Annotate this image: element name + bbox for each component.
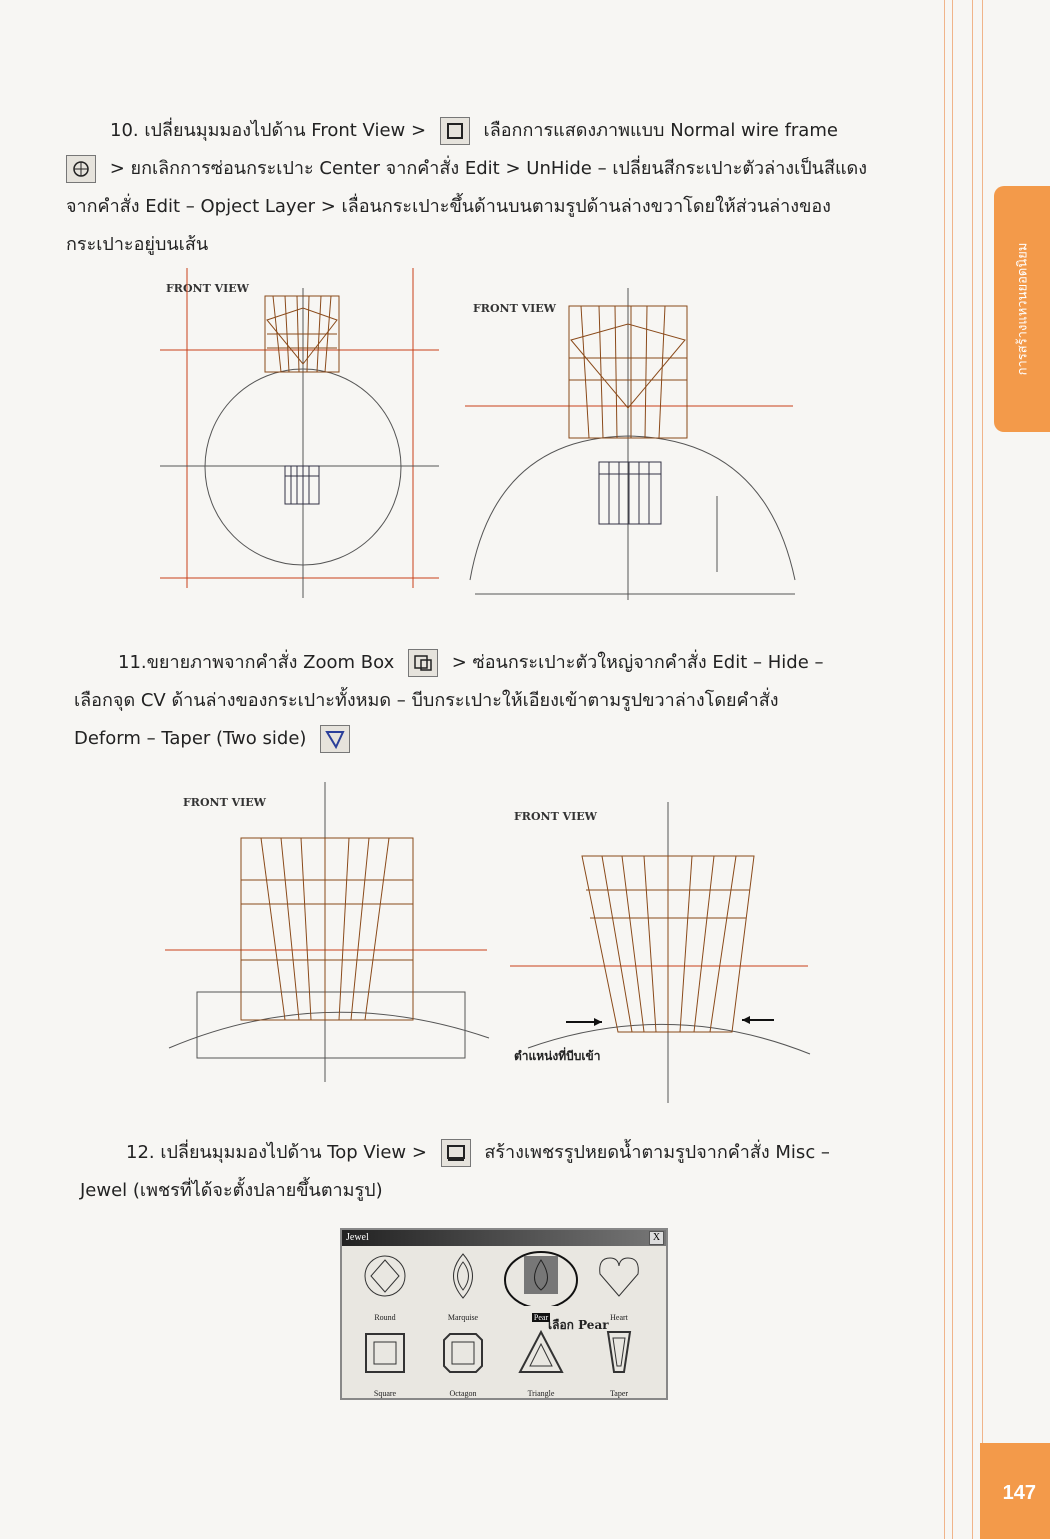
margin-line: [982, 0, 983, 1539]
zoom-box-button[interactable]: [408, 649, 438, 677]
top-view-button[interactable]: [441, 1139, 471, 1167]
jewel-marquise[interactable]: Marquise: [424, 1250, 502, 1326]
jewel-square[interactable]: Square: [346, 1326, 424, 1402]
step-10-line-3: จากคำสั่ง Edit – Opject Layer > เลื่อนกระเปาะขึ้นด้านบนตามรูปด้านล่างขวาโดยให้ส่วนล่างของ: [66, 196, 831, 217]
chapter-tab-text: การสร้างแหวนยอดนิยม: [1015, 242, 1031, 376]
close-icon[interactable]: X: [649, 1231, 664, 1245]
front-view-button[interactable]: [440, 117, 470, 145]
step-11-figure-right: [510, 798, 815, 1103]
chapter-tab: [994, 186, 1050, 432]
step-11-line-3: Deform – Taper (Two side): [74, 728, 307, 749]
step-11-line-1: 11.ขยายภาพจากคำสั่ง Zoom Box: [118, 652, 395, 673]
step-12-line-2: Jewel (เพชรที่ได้จะตั้งปลายขึ้นตามรูป): [80, 1180, 383, 1201]
jewel-dialog: [340, 1228, 668, 1400]
view-label: FRONT VIEW: [183, 796, 267, 809]
jewel-dialog-title: Jewel X: [342, 1230, 666, 1246]
jewel-heart[interactable]: Heart: [580, 1250, 658, 1326]
step-12-text: [80, 1134, 910, 1210]
jewel-pear[interactable]: Pear: [502, 1250, 580, 1326]
step-10-text: [66, 112, 896, 264]
step-10-figure-left: [155, 268, 450, 598]
jewel-triangle[interactable]: Triangle: [502, 1326, 580, 1402]
margin-line: [944, 0, 945, 1539]
step-11-text: [74, 644, 904, 758]
step-11-line-2: เลือกจุด CV ด้านล่างของกระเปาะทั้งหมด – บีบกระเปาะให้เอียงเข้าตามรูปขวาล่างโดยคำสั่ง: [74, 690, 779, 711]
jewel-round[interactable]: Round: [346, 1250, 424, 1326]
step-11-figure-left: [165, 782, 495, 1082]
step-11-line-1b: > ซ่อนกระเปาะตัวใหญ่จากคำสั่ง Edit – Hide –: [451, 652, 824, 673]
step-12-line-1b: สร้างเพชรรูปหยดน้ำตามรูปจากคำสั่ง Misc –: [484, 1142, 830, 1163]
margin-line: [972, 0, 973, 1539]
view-label: FRONT VIEW: [473, 302, 557, 315]
jewel-octagon[interactable]: Octagon: [424, 1326, 502, 1402]
jewel-taper[interactable]: Taper: [580, 1326, 658, 1402]
margin-line: [952, 0, 953, 1539]
view-label: FRONT VIEW: [514, 810, 598, 823]
step-10-line-4: กระเปาะอยู่บนเส้น: [66, 234, 209, 255]
step-10-line-2: > ยกเลิกการซ่อนกระเปาะ Center จากคำสั่ง Edit > UnHide – เปลี่ยนสีกระเปาะตัวล่างเป็นสีแดง: [109, 158, 868, 179]
view-label: FRONT VIEW: [166, 282, 250, 295]
taper-button[interactable]: [320, 725, 350, 753]
step-10-figure-right: [465, 288, 800, 603]
page-number: 147: [1002, 1482, 1036, 1504]
squeeze-note: ตำแหน่งที่บีบเข้า: [514, 1049, 601, 1063]
step-12-line-1: 12. เปลี่ยนมุมมองไปด้าน Top View >: [126, 1142, 427, 1163]
pick-pear-note: เลือก Pear: [548, 1318, 609, 1332]
step-10-line-1b: เลือกการแสดงภาพแบบ Normal wire frame: [483, 120, 838, 141]
page-number-box: [980, 1443, 1050, 1539]
step-10-line-1: 10. เปลี่ยนมุมมองไปด้าน Front View >: [110, 120, 427, 141]
wireframe-button[interactable]: [66, 155, 96, 183]
